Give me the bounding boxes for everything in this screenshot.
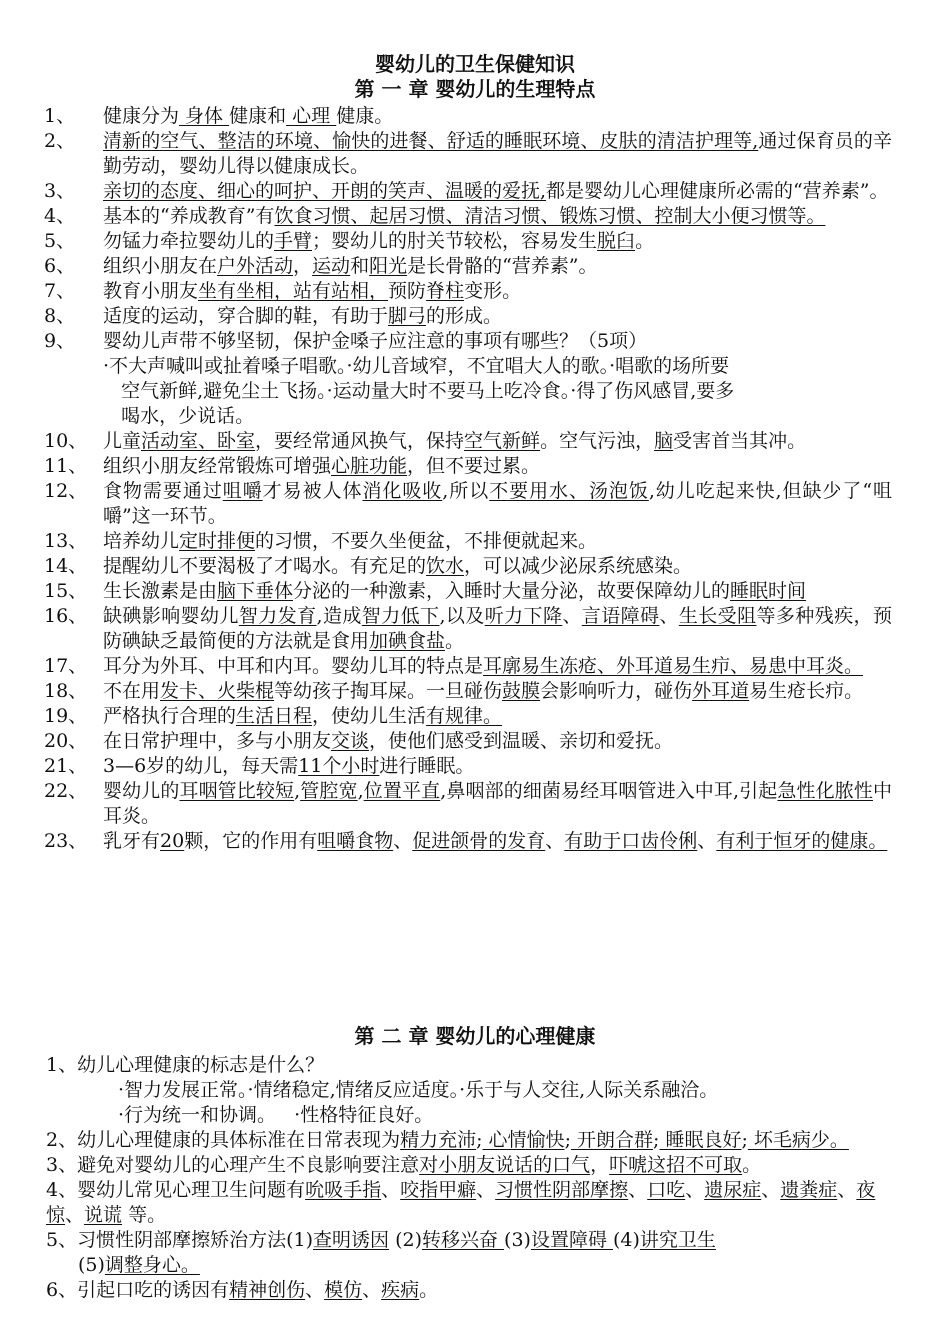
- list-item: [0, 304, 950, 329]
- chapter2-heading: 第 二 章 婴幼儿的心理健康: [354, 1024, 596, 1048]
- item-number: 3、: [44, 180, 76, 202]
- chapter1-list: [0, 104, 950, 854]
- item-text: 基本的“养成教育”有饮食习惯、起居习惯、清洁习惯、锻炼习惯、控制大小便习惯等。: [103, 205, 826, 227]
- item-text: 在日常护理中，多与小朋友交谈，使他们感受到温暖、亲切和爱抚。: [103, 730, 674, 752]
- chapter2-list: [0, 1053, 950, 1303]
- question-1: 1、幼儿心理健康的标志是什么？: [46, 1054, 325, 1076]
- list-item: [0, 479, 950, 529]
- item-text: 组织小朋友在户外活动，运动和阳光是长骨骼的“营养素”。: [103, 255, 598, 277]
- item-number: 7、: [44, 280, 76, 302]
- item-number: 9、: [44, 330, 76, 352]
- question-4: 4、婴幼儿常见心理卫生问题有吮吸手指、咬指甲癖、习惯性阴部摩擦、口吃、遗尿症、遗粪症、夜惊、说谎 等。: [46, 1179, 876, 1226]
- item-number: 12、: [44, 480, 88, 502]
- item-number: 2、: [44, 130, 76, 152]
- item-number: 15、: [44, 580, 88, 602]
- question-1-answer-line-2: ·行为统一和协调。 ·性格特征良好。: [118, 1104, 434, 1126]
- list-item: [0, 454, 950, 479]
- item-text: 3—6岁的幼儿，每天需11个小时进行睡眠。: [103, 755, 475, 777]
- item-number: 11、: [44, 455, 88, 477]
- list-item: [0, 654, 950, 679]
- item-text: 培养幼儿定时排便的习惯，不要久坐便盆，不排便就起来。: [103, 530, 598, 552]
- item-text: 食物需要通过咀嚼才易被人体消化吸收,所以不要用水、汤泡饭,幼儿吃起来快,但缺少了“咀嚼”这一环节。: [103, 480, 892, 527]
- item-text: 婴幼儿声带不够坚韧，保护金嗓子应注意的事项有哪些？（5项）: [103, 330, 648, 352]
- item-9-answers: ·不大声喊叫或扯着嗓子唱歌。·幼儿音域窄，不宜唱大人的歌。·唱歌的场所要 空气新鲜,避免尘土飞扬。·运动量大时不要马上吃冷食。·得了伤风感冒,要多 喝水，少说话。: [103, 355, 735, 427]
- item-text: 健康分为 身体 健康和 心理 健康。: [103, 105, 394, 127]
- list-item: [0, 829, 950, 854]
- list-item: [0, 679, 950, 704]
- list-item: [0, 529, 950, 554]
- list-item: [0, 129, 950, 179]
- item-text: 不在用发卡、火柴棍等幼孩子掏耳屎。一旦碰伤鼓膜会影响听力，碰伤外耳道易生疮长疖。: [103, 680, 864, 702]
- item-text: 儿童活动室、卧室，要经常通风换气，保持空气新鲜。空气污浊，脑受害首当其冲。: [103, 430, 807, 452]
- item-number: 1、: [44, 105, 76, 127]
- question-3: 3、避免对婴幼儿的心理产生不良影响要注意对小朋友说话的口气，吓唬这招不可取。: [46, 1154, 762, 1176]
- list-item: [0, 104, 950, 129]
- document-title: 婴幼儿的卫生保健知识: [375, 52, 575, 76]
- item-number: 4、: [44, 205, 76, 227]
- list-item: [0, 604, 950, 654]
- question-5: 5、习惯性阴部摩擦矫治方法(1)查明诱因 (2)转移兴奋 (3)设置障碍 (4)讲究卫生: [46, 1229, 716, 1251]
- list-item: [0, 279, 950, 304]
- question-6: 6、引起口吃的诱因有精神创伤、模仿、疾病。: [46, 1279, 439, 1301]
- list-item: [0, 704, 950, 729]
- item-text: 组织小朋友经常锻炼可增强心脏功能，但不要过累。: [103, 455, 541, 477]
- chapter1-heading: 第 一 章 婴幼儿的生理特点: [354, 77, 596, 101]
- item-text: 勿锰力牵拉婴幼儿的手臂；婴幼儿的肘关节较松，容易发生脱臼。: [103, 230, 655, 252]
- item-number: 5、: [44, 230, 76, 252]
- item-number: 8、: [44, 305, 76, 327]
- item-number: 21、: [44, 755, 88, 777]
- list-item: [0, 754, 950, 779]
- item-text: 生长激素是由脑下垂体分泌的一种激素，入睡时大量分泌，故要保障幼儿的睡眠时间: [103, 580, 807, 602]
- item-number: 23、: [44, 830, 88, 852]
- item-number: 14、: [44, 555, 88, 577]
- item-text: 耳分为外耳、中耳和内耳。婴幼儿耳的特点是耳廓易生冻疮、外耳道易生疖、易患中耳炎。: [103, 655, 864, 677]
- item-number: 6、: [44, 255, 76, 277]
- question-2: 2、幼儿心理健康的具体标准在日常表现为精力充沛; 心情愉快; 开朗合群; 睡眠良好; 坏毛病少。: [46, 1129, 849, 1151]
- list-item: [0, 429, 950, 454]
- item-text: 严格执行合理的生活日程，使幼儿生活有规律。: [103, 705, 503, 727]
- item-number: 20、: [44, 730, 88, 752]
- item-text: 婴幼儿的耳咽管比较短,管腔宽,位置平直,鼻咽部的细菌易经耳咽管进入中耳,引起急性化脓性中耳炎。: [103, 780, 892, 827]
- item-text: 亲切的态度、细心的呵护、开朗的笑声、温暖的爱抚,都是婴幼儿心理健康所必需的“营养素”。: [103, 180, 889, 202]
- list-item: [0, 229, 950, 254]
- list-item: [0, 579, 950, 604]
- item-text: 提醒幼儿不要渴极了才喝水。有充足的饮水，可以减少泌尿系统感染。: [103, 555, 693, 577]
- item-text: 适度的运动，穿合脚的鞋，有助于脚弓的形成。: [103, 305, 503, 327]
- list-item: [0, 779, 950, 829]
- item-text: 教育小朋友坐有坐相，站有站相，预防脊柱变形。: [103, 280, 522, 302]
- item-text: 乳牙有20颗，它的作用有咀嚼食物、促进颌骨的发育、有助于口齿伶俐、有利于恒牙的健康。: [103, 830, 888, 852]
- list-item: [0, 329, 950, 354]
- question-5-continuation: (5)调整身心。: [78, 1254, 200, 1276]
- question-1-answer-line-1: ·智力发展正常。·情绪稳定,情绪反应适度。·乐于与人交往,人际关系融洽。: [118, 1079, 719, 1101]
- item-number: 10、: [44, 430, 88, 452]
- item-text: 清新的空气、整洁的环境、愉快的进餐、舒适的睡眠环境、皮肤的清洁护理等,通过保育员的辛勤劳动，婴幼儿得以健康成长。: [103, 130, 892, 177]
- list-item: [0, 729, 950, 754]
- item-number: 19、: [44, 705, 88, 727]
- item-number: 22、: [44, 780, 88, 802]
- item-number: 16、: [44, 605, 88, 627]
- item-number: 13、: [44, 530, 88, 552]
- list-item: [0, 254, 950, 279]
- list-item: [0, 179, 950, 204]
- item-number: 18、: [44, 680, 88, 702]
- list-item: [0, 204, 950, 229]
- item-number: 17、: [44, 655, 88, 677]
- list-item: [0, 554, 950, 579]
- item-text: 缺碘影响婴幼儿智力发育,造成智力低下,以及听力下降、言语障碍、生长受阻等多种残疾，预防碘缺乏最简便的方法就是食用加碘食盐。: [103, 605, 892, 652]
